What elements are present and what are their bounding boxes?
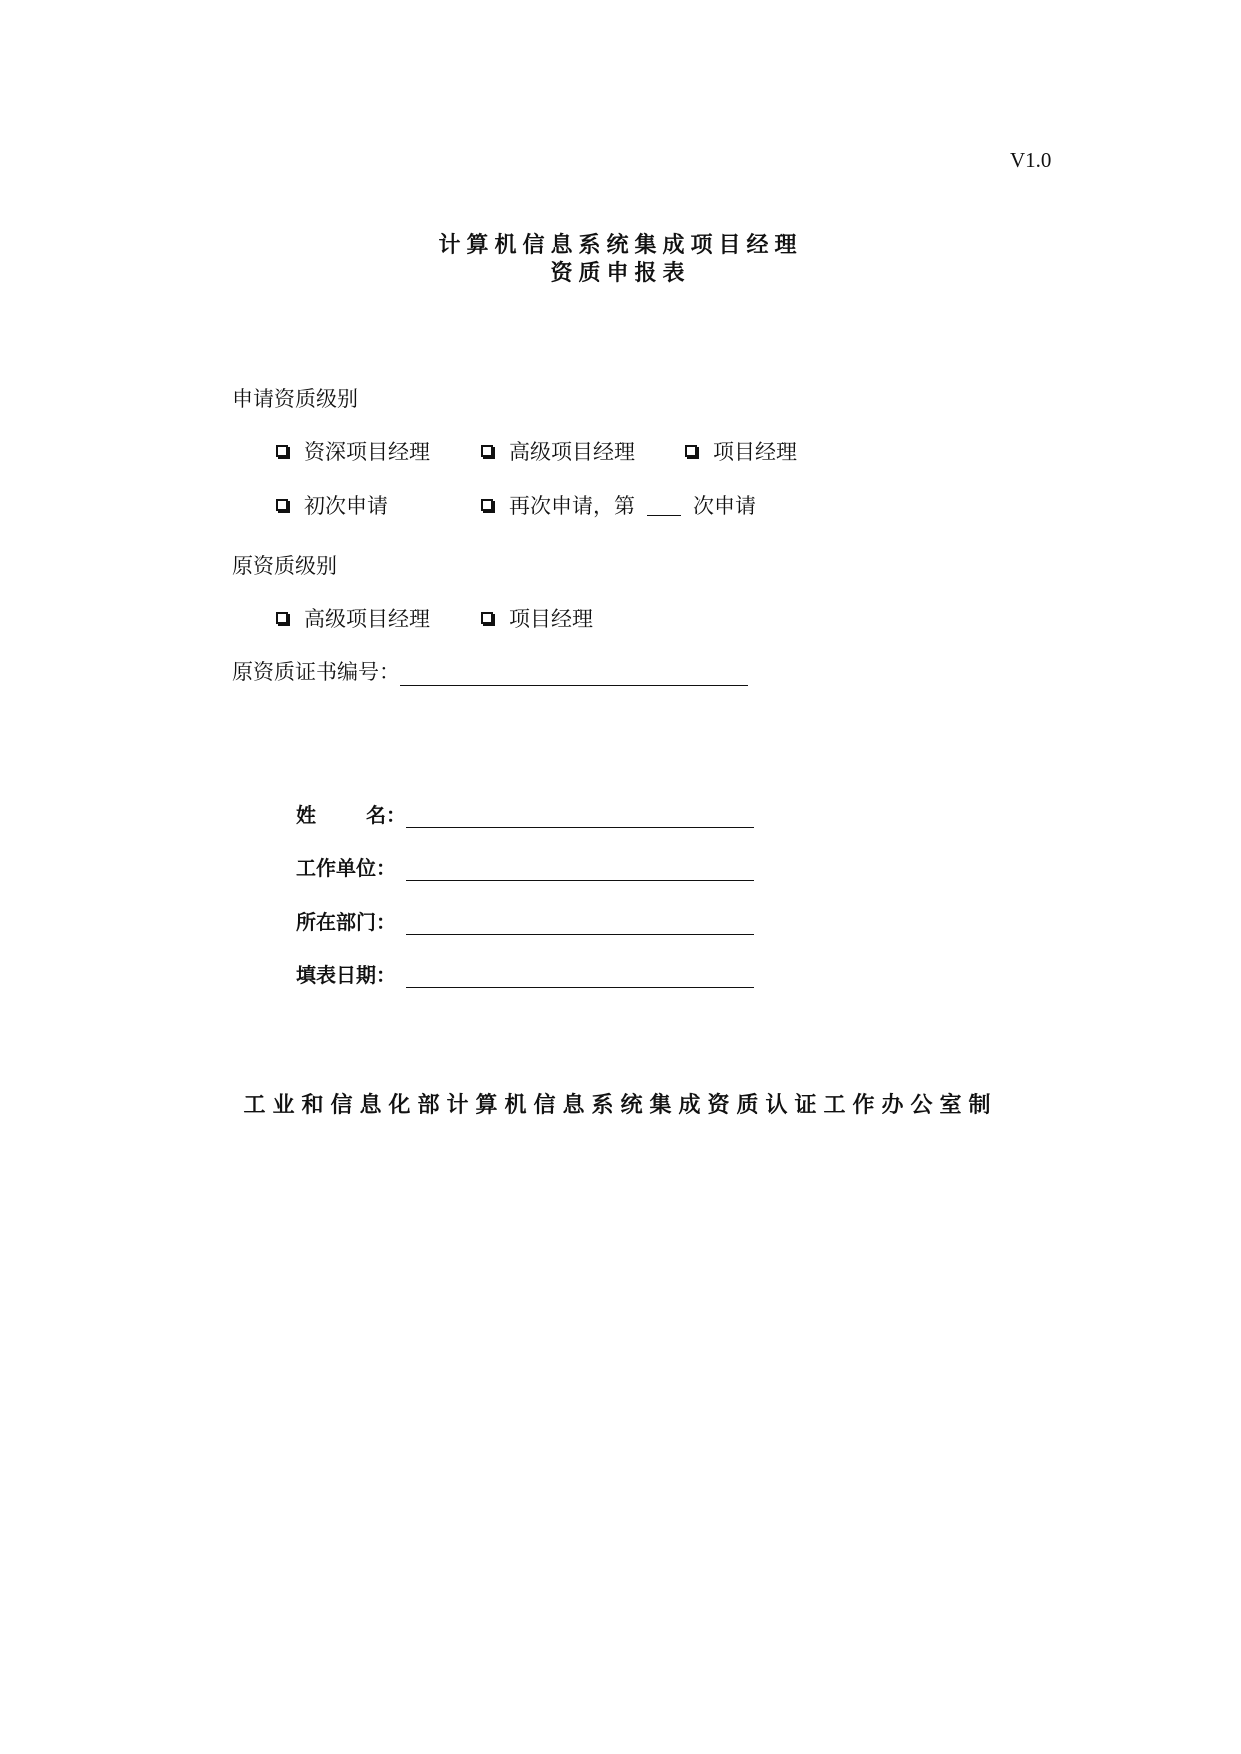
re-apply-count-input[interactable] (647, 495, 681, 516)
work-unit-label: 工作单位： (296, 856, 396, 880)
option-pm[interactable] (685, 436, 797, 466)
work-unit-field[interactable] (406, 858, 754, 881)
option-orig-senior-pm[interactable] (276, 603, 430, 633)
issuer-footer: 工业和信息化部计算机信息系统集成资质认证工作办公室制 (243, 1093, 998, 1118)
checkbox-icon[interactable] (481, 499, 493, 511)
option-label: 高级项目经理 (509, 440, 635, 464)
checkbox-icon[interactable] (685, 445, 697, 457)
cert-number-row (232, 656, 748, 686)
option-label: 资深项目经理 (304, 440, 430, 464)
name-field[interactable] (406, 805, 754, 828)
option-label: 高级项目经理 (304, 607, 430, 631)
fill-date-row (296, 959, 754, 988)
option-label: 项目经理 (713, 440, 797, 464)
option-label: 初次申请 (304, 494, 388, 518)
department-row (296, 906, 754, 935)
form-title: 计算机信息系统集成项目经理 (438, 233, 803, 258)
fill-date-label: 填表日期： (296, 963, 396, 987)
checkbox-icon[interactable] (276, 445, 288, 457)
checkbox-icon[interactable] (481, 612, 493, 624)
work-unit-row (296, 852, 754, 881)
option-senior-expert-pm[interactable] (276, 436, 430, 466)
option-re-apply[interactable] (481, 490, 756, 520)
re-apply-prefix: 再次申请，第 (509, 494, 635, 518)
option-label: 项目经理 (509, 607, 593, 631)
department-label: 所在部门： (296, 910, 396, 934)
option-first-apply[interactable] (276, 490, 388, 520)
name-row (296, 799, 754, 828)
name-label: 姓 名： (296, 803, 406, 827)
checkbox-icon[interactable] (276, 499, 288, 511)
original-level-label: 原资质级别 (232, 554, 337, 578)
option-senior-pm[interactable] (481, 436, 635, 466)
re-apply-suffix: 次申请 (693, 494, 756, 518)
checkbox-icon[interactable] (276, 612, 288, 624)
apply-level-label: 申请资质级别 (232, 387, 358, 411)
fill-date-field[interactable] (406, 965, 754, 988)
cert-number-label: 原资质证书编号： (232, 660, 400, 684)
department-field[interactable] (406, 912, 754, 935)
cert-number-field[interactable] (400, 663, 748, 686)
checkbox-icon[interactable] (481, 445, 493, 457)
form-subtitle: 资质申报表 (550, 261, 691, 286)
version-label: V1.0 (1010, 148, 1052, 172)
option-orig-pm[interactable] (481, 603, 593, 633)
